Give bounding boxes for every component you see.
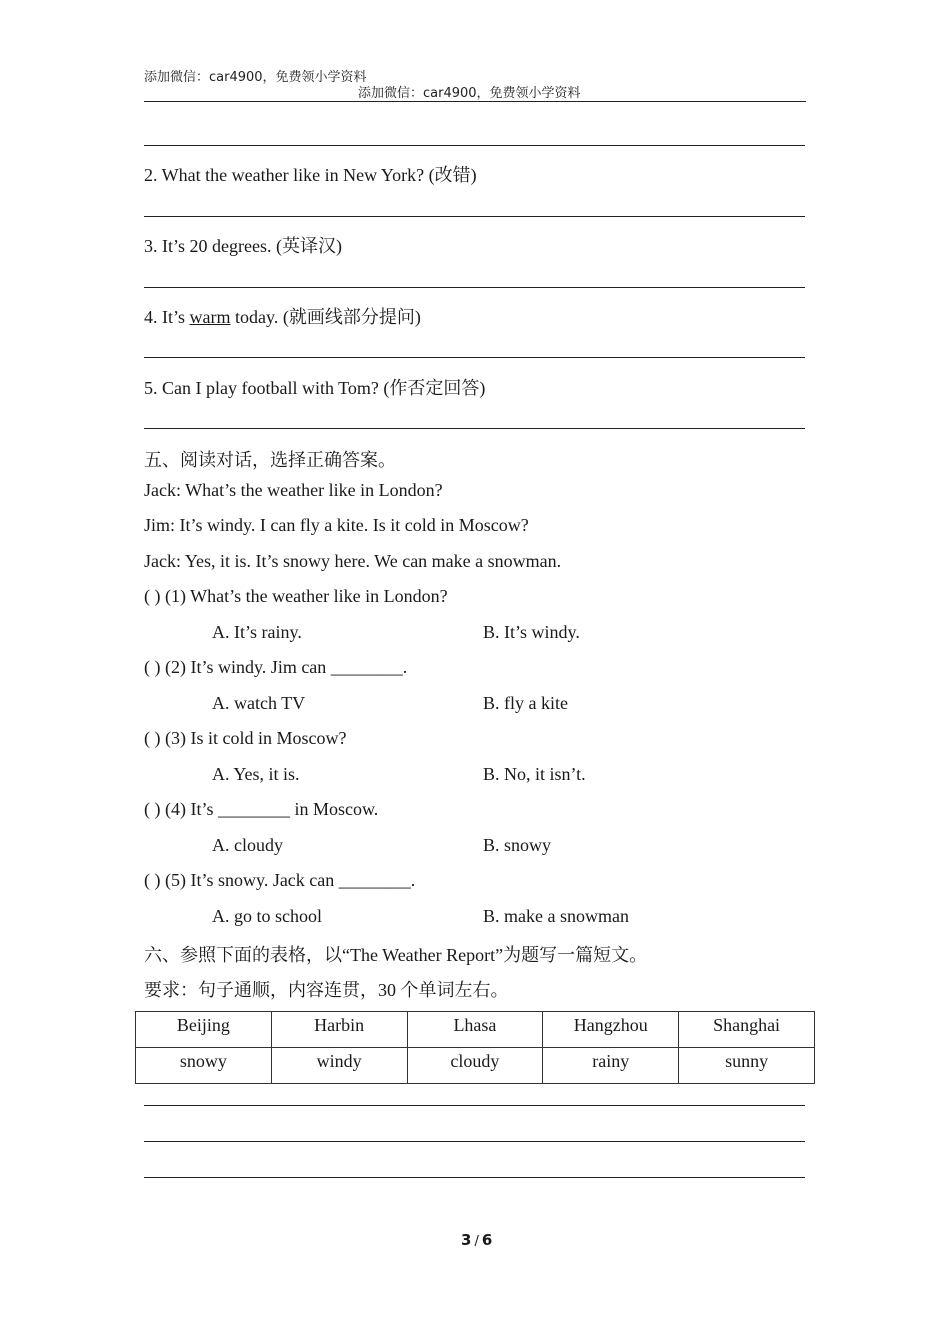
section-6-title: 六、参照下面的表格，以“The Weather Report”为题写一篇短文。 bbox=[144, 945, 648, 965]
section-6-requirement: 要求：句子通顺，内容连贯，30 个单词左右。 bbox=[144, 980, 509, 1000]
answer-line-q2 bbox=[144, 216, 805, 217]
mc-question-4: ( ) (4) It’s ________ in Moscow. bbox=[144, 799, 379, 819]
table-cell-weather: cloudy bbox=[407, 1048, 543, 1084]
mc-question-1-option-b: B. It’s windy. bbox=[483, 622, 580, 642]
page-separator: / bbox=[474, 1234, 479, 1249]
table-cell-city: Hangzhou bbox=[543, 1012, 679, 1048]
page-current: 3 bbox=[461, 1231, 472, 1249]
table-cell-weather: windy bbox=[271, 1048, 407, 1084]
question-4 bbox=[144, 303, 421, 329]
answer-line-q1 bbox=[144, 145, 805, 146]
table-row-weather bbox=[136, 1048, 815, 1084]
mc-question-5-option-a: A. go to school bbox=[212, 906, 322, 926]
mc-question-2: ( ) (2) It’s windy. Jim can ________. bbox=[144, 657, 408, 677]
answer-line-q4 bbox=[144, 357, 805, 358]
mc-question-2-option-b: B. fly a kite bbox=[483, 693, 568, 713]
mc-question-5-option-b: B. make a snowman bbox=[483, 906, 629, 926]
mc-question-3-option-a: A. Yes, it is. bbox=[212, 764, 300, 784]
answer-line-q3 bbox=[144, 287, 805, 288]
dialogue-line-3: Jack: Yes, it is. It’s snowy here. We can make a snowman. bbox=[144, 551, 562, 571]
page-number bbox=[461, 1231, 492, 1249]
mc-question-4-option-b: B. snowy bbox=[483, 835, 552, 855]
dialogue-line-2: Jim: It’s windy. I can fly a kite. Is it cold in Moscow? bbox=[144, 515, 529, 535]
mc-question-2-option-a: A. watch TV bbox=[212, 693, 306, 713]
question-5: 5. Can I play football with Tom? (作否定回答) bbox=[144, 378, 486, 398]
mc-question-5: ( ) (5) It’s snowy. Jack can ________. bbox=[144, 870, 416, 890]
mc-question-1: ( ) (1) What’s the weather like in London? bbox=[144, 586, 448, 606]
question-4-underlined-word: warm bbox=[189, 307, 231, 327]
question-4-prefix: 4. It’s bbox=[144, 307, 190, 327]
mc-question-4-option-a: A. cloudy bbox=[212, 835, 283, 855]
question-3: 3. It’s 20 degrees. (英译汉) bbox=[144, 236, 342, 256]
weather-table bbox=[135, 1011, 815, 1084]
writing-line-3 bbox=[144, 1177, 805, 1178]
header-watermark-2: 添加微信：car4900，免费领小学资料 bbox=[358, 86, 581, 101]
mc-question-3: ( ) (3) Is it cold in Moscow? bbox=[144, 728, 347, 748]
table-cell-weather: snowy bbox=[136, 1048, 272, 1084]
table-row-cities bbox=[136, 1012, 815, 1048]
writing-line-2 bbox=[144, 1141, 805, 1142]
dialogue-line-1: Jack: What’s the weather like in London? bbox=[144, 480, 443, 500]
question-4-suffix: today. (就画线部分提问) bbox=[230, 307, 421, 327]
table-cell-city: Lhasa bbox=[407, 1012, 543, 1048]
page-total: 6 bbox=[481, 1231, 493, 1249]
header-watermark-1: 添加微信：car4900，免费领小学资料 bbox=[144, 70, 367, 85]
mc-question-3-option-b: B. No, it isn’t. bbox=[483, 764, 586, 784]
writing-line-1 bbox=[144, 1105, 805, 1106]
table-cell-city: Beijing bbox=[136, 1012, 272, 1048]
table-cell-weather: sunny bbox=[679, 1048, 815, 1084]
table-cell-weather: rainy bbox=[543, 1048, 679, 1084]
question-2: 2. What the weather like in New York? (改错) bbox=[144, 165, 477, 185]
mc-question-1-option-a: A. It’s rainy. bbox=[212, 622, 302, 642]
header-rule bbox=[144, 101, 806, 102]
table-cell-city: Shanghai bbox=[679, 1012, 815, 1048]
table-cell-city: Harbin bbox=[271, 1012, 407, 1048]
answer-line-q5 bbox=[144, 428, 805, 429]
section-5-title: 五、阅读对话，选择正确答案。 bbox=[144, 450, 396, 470]
